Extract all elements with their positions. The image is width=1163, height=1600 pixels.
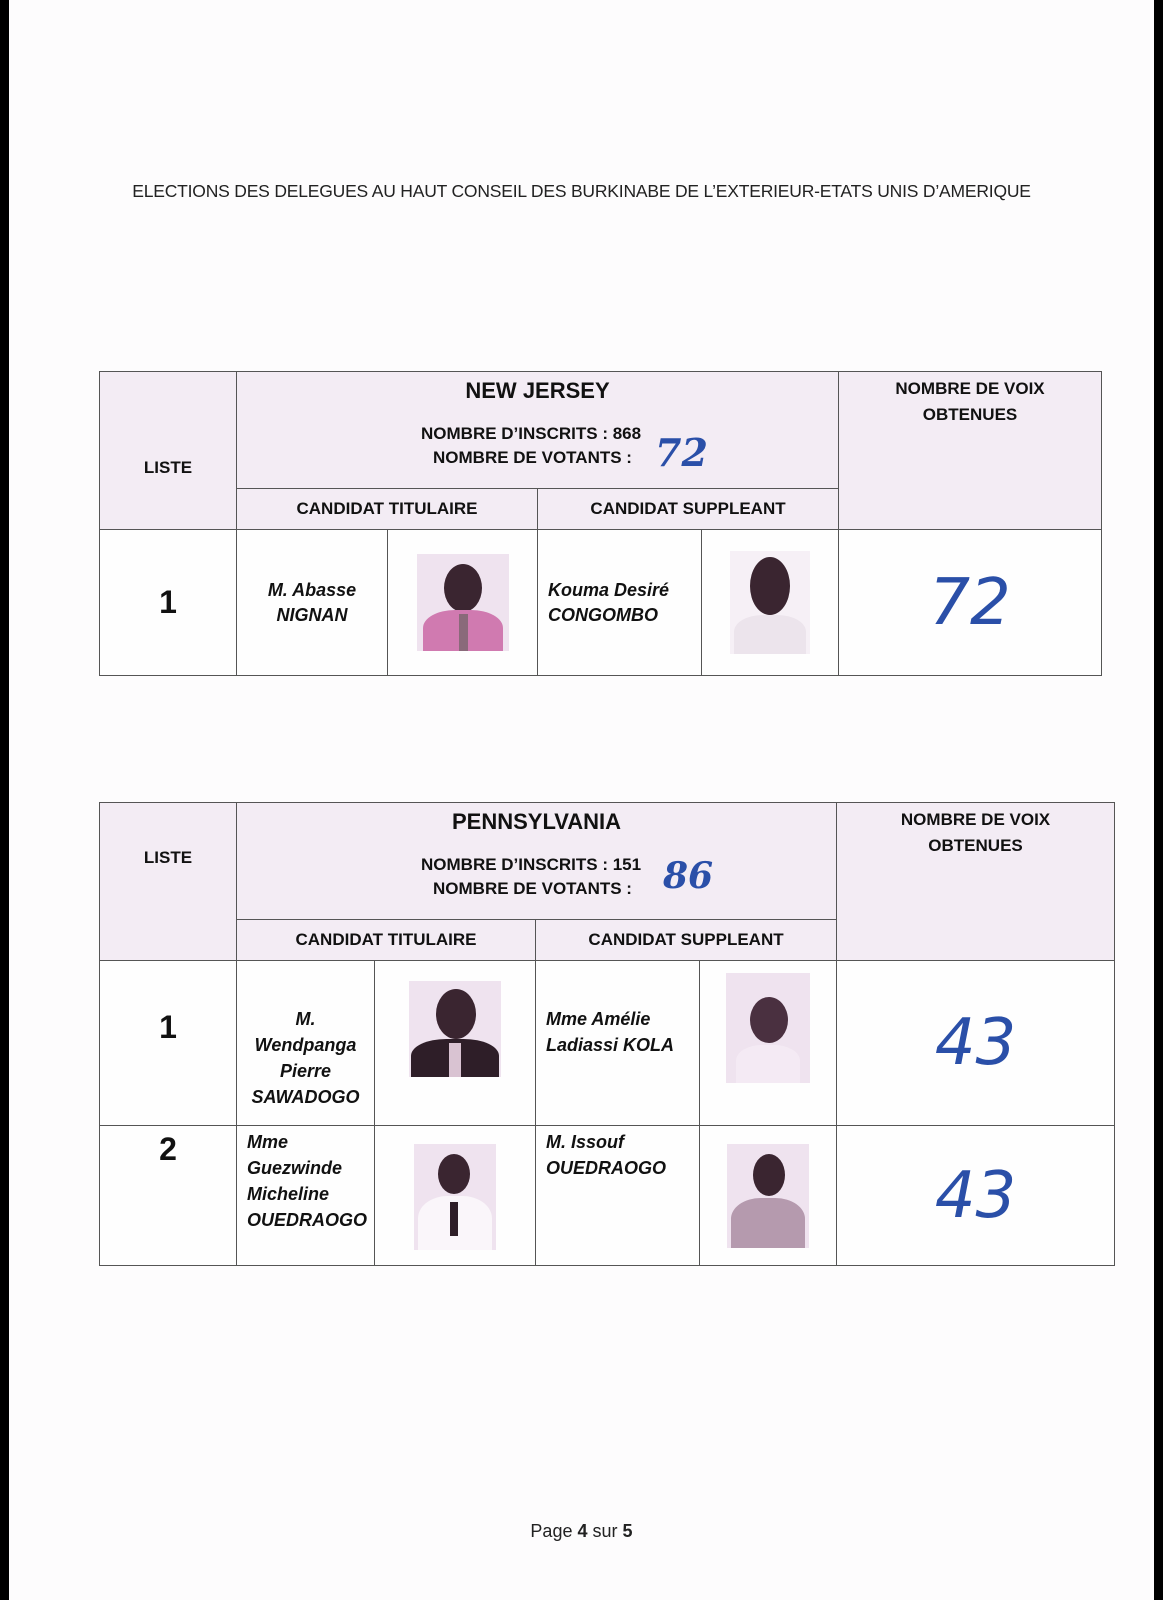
stats-block: [421, 855, 836, 899]
liste-number: 2: [100, 1126, 237, 1266]
voix-header: NOMBRE DE VOIX OBTENUES: [837, 803, 1115, 961]
table-row: [100, 1126, 1115, 1266]
suppleant-photo: [726, 973, 810, 1083]
titulaire-header: CANDIDAT TITULAIRE: [237, 489, 538, 530]
liste-number: 1: [100, 961, 237, 1126]
titulaire-name: M. Abasse NIGNAN: [237, 530, 388, 676]
inscrits-label: NOMBRE D’INSCRITS : 151: [421, 855, 642, 874]
suppleant-header: CANDIDAT SUPPLEANT: [538, 489, 839, 530]
liste-number: 1: [100, 530, 237, 676]
table-row: [100, 530, 1102, 676]
state-header: [237, 372, 839, 489]
titulaire-photo: [409, 981, 501, 1077]
votes-cell: [839, 530, 1102, 676]
document-title: ELECTIONS DES DELEGUES AU HAUT CONSEIL DES BURKINABE DE L’EXTERIEUR-ETATS UNIS D’AMERIQUE: [132, 181, 1031, 201]
document-page: [9, 0, 1154, 1600]
liste-header: LISTE: [100, 372, 237, 530]
votes-cell: [837, 961, 1115, 1126]
votes-handwritten: 72: [929, 565, 1011, 640]
liste-header: LISTE: [100, 803, 237, 961]
current-page: 4: [577, 1521, 588, 1541]
votants-handwritten: 86: [663, 855, 714, 897]
state-name: NEW JERSEY: [465, 378, 610, 403]
titulaire-photo-cell: [375, 1126, 536, 1266]
table-row: [100, 961, 1115, 1126]
titulaire-photo: [414, 1144, 496, 1250]
titulaire-name: M. Wendpanga Pierre SAWADOGO: [237, 961, 375, 1126]
titulaire-photo: [417, 554, 509, 651]
state-name: PENNSYLVANIA: [451, 809, 622, 834]
votants-label: NOMBRE DE VOTANTS :: [433, 448, 632, 467]
suppleant-photo-cell: [700, 1126, 837, 1266]
suppleant-header: CANDIDAT SUPPLEANT: [536, 920, 837, 961]
suppleant-photo: [727, 1144, 809, 1248]
suppleant-name: Kouma Desiré CONGOMBO: [538, 530, 702, 676]
stats-block: [421, 424, 838, 475]
suppleant-name: Mme Amélie Ladiassi KOLA: [536, 961, 700, 1126]
total-pages: 5: [622, 1521, 633, 1541]
results-table-pennsylvania: [99, 802, 1115, 1266]
votes-cell: [837, 1126, 1115, 1266]
votants-label: NOMBRE DE VOTANTS :: [433, 879, 632, 898]
voix-header: NOMBRE DE VOIX OBTENUES: [839, 372, 1102, 530]
titulaire-photo-cell: [388, 530, 538, 676]
votants-handwritten: 72: [655, 430, 708, 475]
suppleant-photo: [730, 551, 810, 654]
inscrits-label: NOMBRE D’INSCRITS : 868: [421, 424, 642, 443]
titulaire-header: CANDIDAT TITULAIRE: [237, 920, 536, 961]
results-table-new-jersey: [99, 371, 1102, 676]
suppleant-photo-cell: [702, 530, 839, 676]
titulaire-name: Mme Guezwinde Micheline OUEDRAOGO: [237, 1126, 375, 1266]
state-header: [237, 803, 837, 920]
page-footer: Page 4 sur 5: [530, 1521, 633, 1541]
votes-handwritten: 43: [934, 1006, 1017, 1080]
titulaire-photo-cell: [375, 961, 536, 1126]
suppleant-photo-cell: [700, 961, 837, 1126]
suppleant-name: M. Issouf OUEDRAOGO: [536, 1126, 700, 1266]
votes-handwritten: 43: [934, 1158, 1017, 1233]
